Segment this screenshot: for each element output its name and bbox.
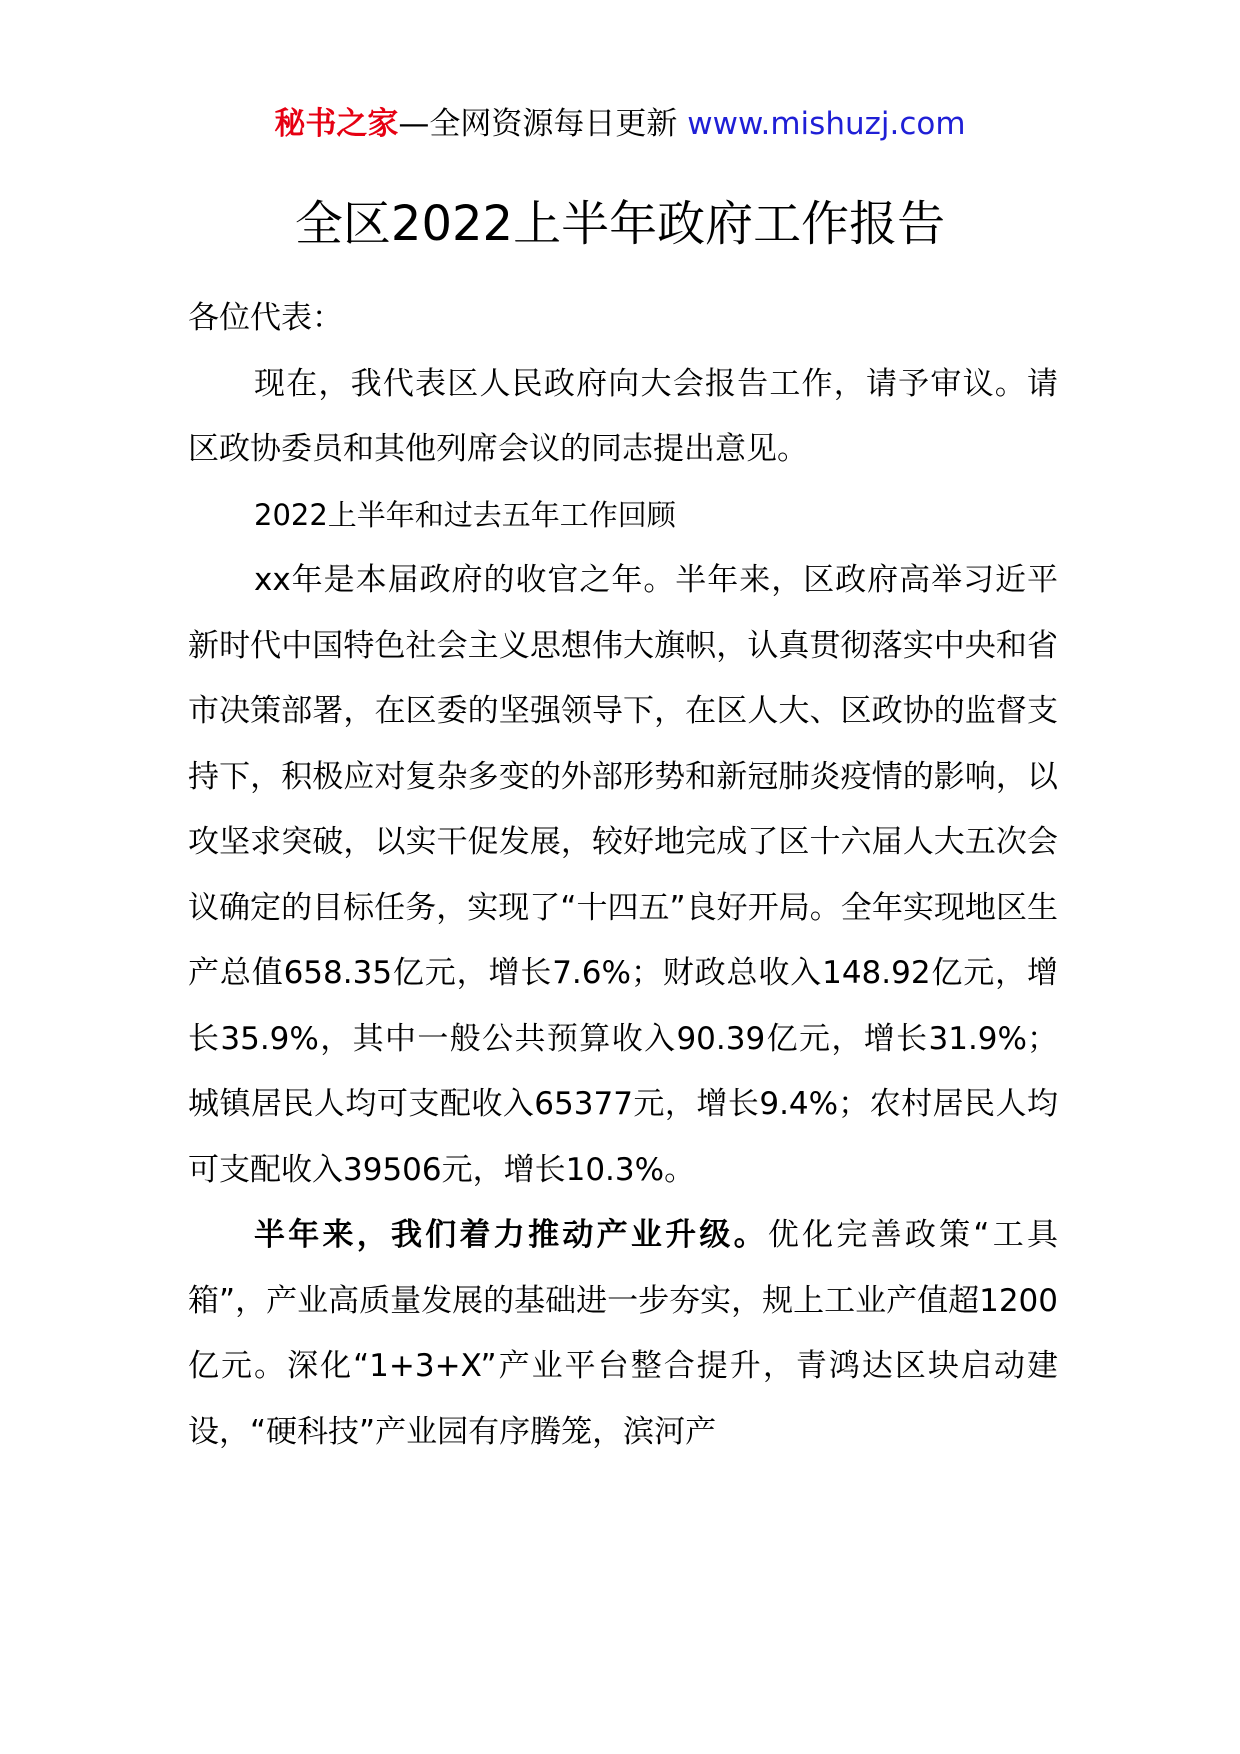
salutation: 各位代表： <box>188 300 343 336</box>
document-title: 全区2022上半年政府工作报告 <box>294 196 946 252</box>
paragraph-intro: 现在，我代表区人民政府向大会报告工作，请予审议。请区政协委员和其他列席会议的同志提出意见。 <box>188 365 1058 467</box>
site-url-link[interactable]: www.mishuzj.com <box>687 106 966 142</box>
section-heading: 2022上半年和过去五年工作回顾 <box>254 497 676 532</box>
site-header <box>0 102 1240 146</box>
paragraph-lead-text: 半年来，我们着力推动产业升级。 <box>254 1217 768 1253</box>
site-slogan: —全网资源每日更新 <box>398 106 678 142</box>
paragraph-industry <box>188 1203 1058 1465</box>
paragraph-body-text: 优化完善政策“工具箱”，产业高质量发展的基础进一步夯实，规上工业产值超1200亿元。深化“1+3+X”产业平台整合提升，青鸿达区块启动建设，“硬科技”产业园有序腾笼，滨河产 <box>188 1217 1058 1450</box>
site-brand: 秘书之家 <box>274 106 399 142</box>
paragraph-review: xx年是本届政府的收官之年。半年来，区政府高举习近平新时代中国特色社会主义思想伟大旗帜，认真贯彻落实中央和省市决策部署，在区委的坚强领导下，在区人大、区政协的监督支持下，积极应对复杂多变的外部形势和新冠肺炎疫情的影响，以攻坚求突破，以实干促发展，较好地完成了区十六届人大五次会议确定的目标任务，实现了“十四五”良好开局。全年实现地区生产总值658.35亿元，增长7.6%；财政总收入148.92亿元，增长35.9%，其中一般公共预算收入90.39亿元，增长31.9%；城镇居民人均可支配收入65377元，增长9.4%；农村居民人均可支配收入39506元，增长10.3%。 <box>188 562 1058 1188</box>
document-body <box>188 286 1058 1465</box>
